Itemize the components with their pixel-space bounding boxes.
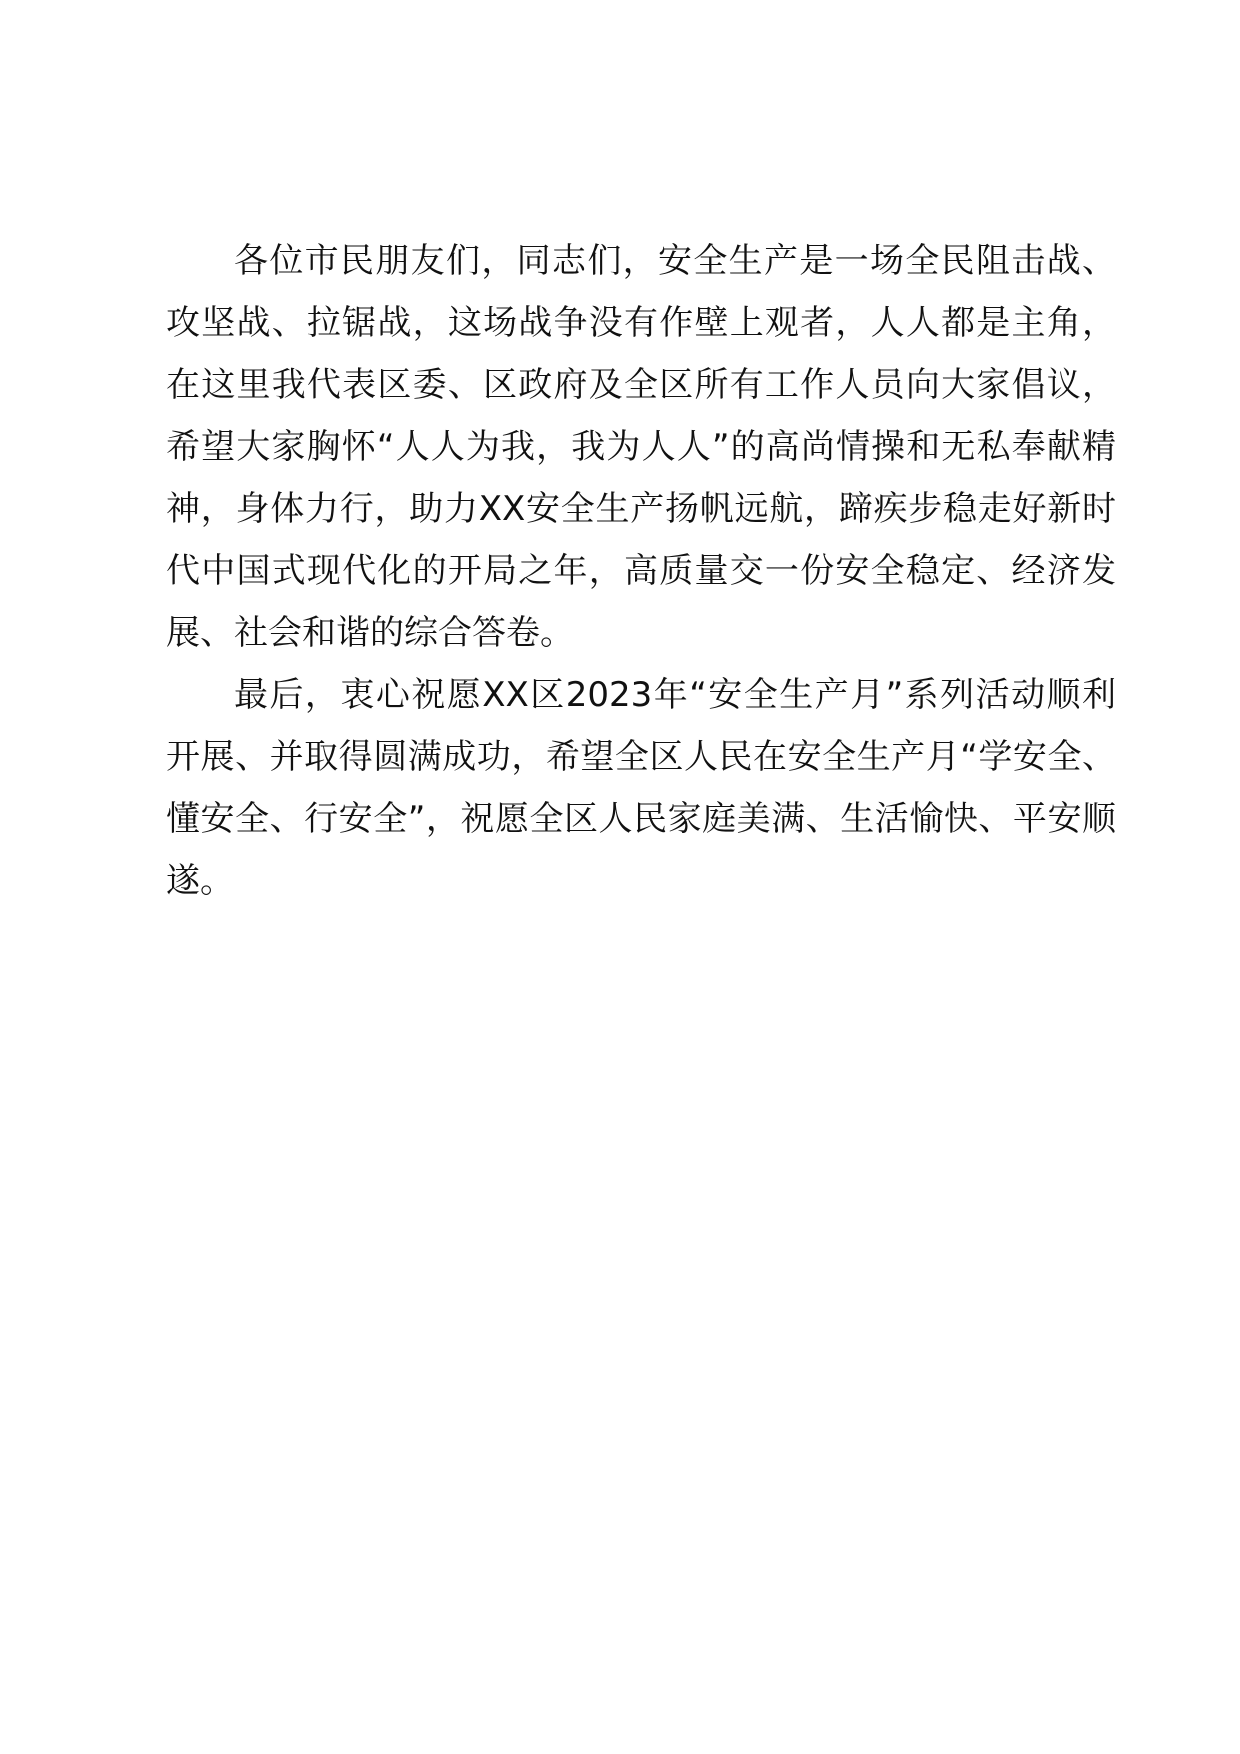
paragraph-appeal: 各位市民朋友们，同志们，安全生产是一场全民阻击战、攻坚战、拉锯战，这场战争没有作壁上观者，人人都是主角，在这里我代表区委、区政府及全区所有工作人员向大家倡议，希望大家胸怀“人人为我，我为人人”的高尚情操和无私奉献精神，身体力行，助力XX安全生产扬帆远航，蹄疾步稳走好新时代中国式现代化的开局之年，高质量交一份安全稳定、经济发展、社会和谐的综合答卷。 (166, 241, 1116, 653)
paragraph-closing-wishes: 最后，衷心祝愿XX区2023年“安全生产月”系列活动顺利开展、并取得圆满成功，希望全区人民在安全生产月“学安全、懂安全、行安全”，祝愿全区人民家庭美满、生活愉快、平安顺遂。 (166, 675, 1116, 901)
document-body (166, 230, 1116, 912)
